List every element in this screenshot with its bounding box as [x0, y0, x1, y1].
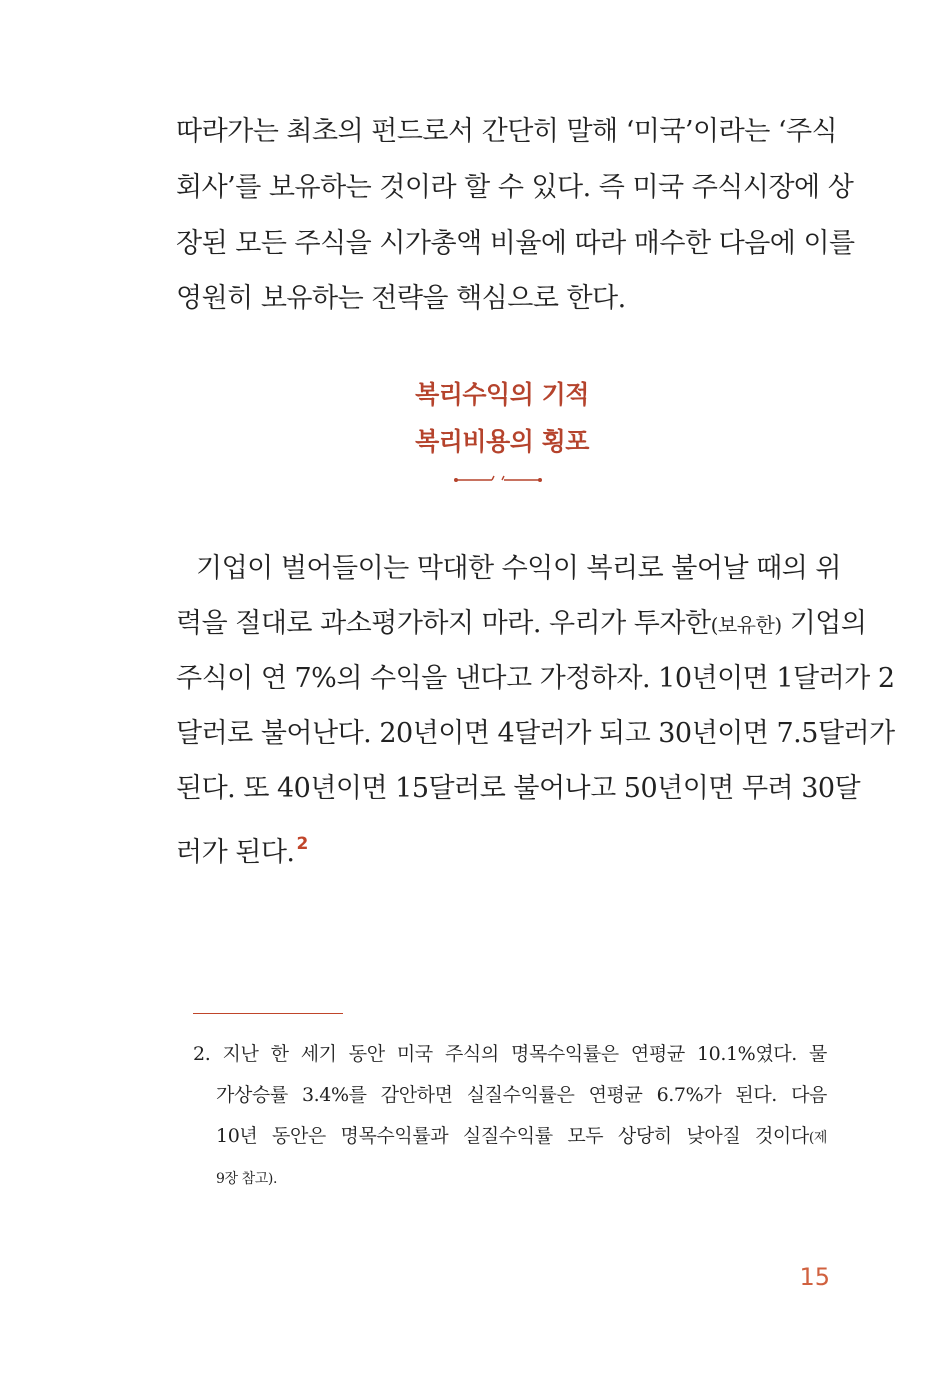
paragraph-2-line-6 [176, 826, 308, 871]
paragraph-2-line-5: 된다. 또 40년이면 15달러로 불어나고 50년이면 무려 30달 [176, 773, 861, 804]
footnote-line-3 [216, 1122, 827, 1152]
paragraph-2-parenthetical: (보유한) [710, 613, 782, 637]
page-number: 15 [799, 1263, 830, 1291]
paragraph-2-line-1: 기업이 벌어들이는 막대한 수익이 복리로 불어날 때의 위 [196, 553, 841, 584]
paragraph-2-line-4: 달러로 불어난다. 20년이면 4달러가 되고 30년이면 7.5달러가 [176, 718, 895, 749]
paragraph-1-line-3: 장된 모든 주식을 시가총액 비율에 따라 매수한 다음에 이를 [176, 228, 855, 259]
paragraph-2-line-2-text: 력을 절대로 과소평가하지 마라. 우리가 투자한 [176, 608, 711, 639]
paragraph-1-line-1: 따라가는 최초의 펀드로서 간단히 말해 ‘미국’이라는 ‘주식 [176, 116, 838, 147]
section-heading-line-2: 복리비용의 횡포 [415, 427, 589, 456]
footnote-divider [193, 1013, 343, 1014]
paragraph-2-line-6-text: 러가 된다. [176, 837, 295, 868]
paragraph-2-line-2-tail: 기업의 [781, 608, 867, 639]
section-heading-line-1: 복리수익의 기적 [415, 380, 589, 409]
footnote-line-1: 2. 지난 한 세기 동안 미국 주식의 명목수익률은 연평균 10.1%였다. 물 [193, 1043, 827, 1065]
footnote-reference[interactable]: 2 [296, 834, 308, 854]
paragraph-1-line-2: 회사’를 보유하는 것이라 할 수 있다. 즉 미국 주식시장에 상 [176, 172, 854, 203]
footnote-line-4 [216, 1163, 277, 1193]
footnote-line-2: 가상승률 3.4%를 감안하면 실질수익률은 연평균 6.7%가 된다. 다음 [216, 1084, 827, 1106]
paragraph-2-line-2 [176, 606, 867, 643]
paragraph-2-line-3: 주식이 연 7%의 수익을 낸다고 가정하자. 10년이면 1달러가 2 [176, 663, 895, 694]
heading-ornament-icon [452, 473, 544, 487]
paragraph-1-line-4: 영원히 보유하는 전략을 핵심으로 한다. [176, 283, 626, 314]
footnote-line-4-paren: 9장 참고). [216, 1171, 278, 1187]
footnote-line-3-text: 10년 동안은 명목수익률과 실질수익률 모두 상당히 낮아질 것이다 [216, 1125, 809, 1147]
footnote-line-3-paren: (제 [808, 1130, 827, 1146]
